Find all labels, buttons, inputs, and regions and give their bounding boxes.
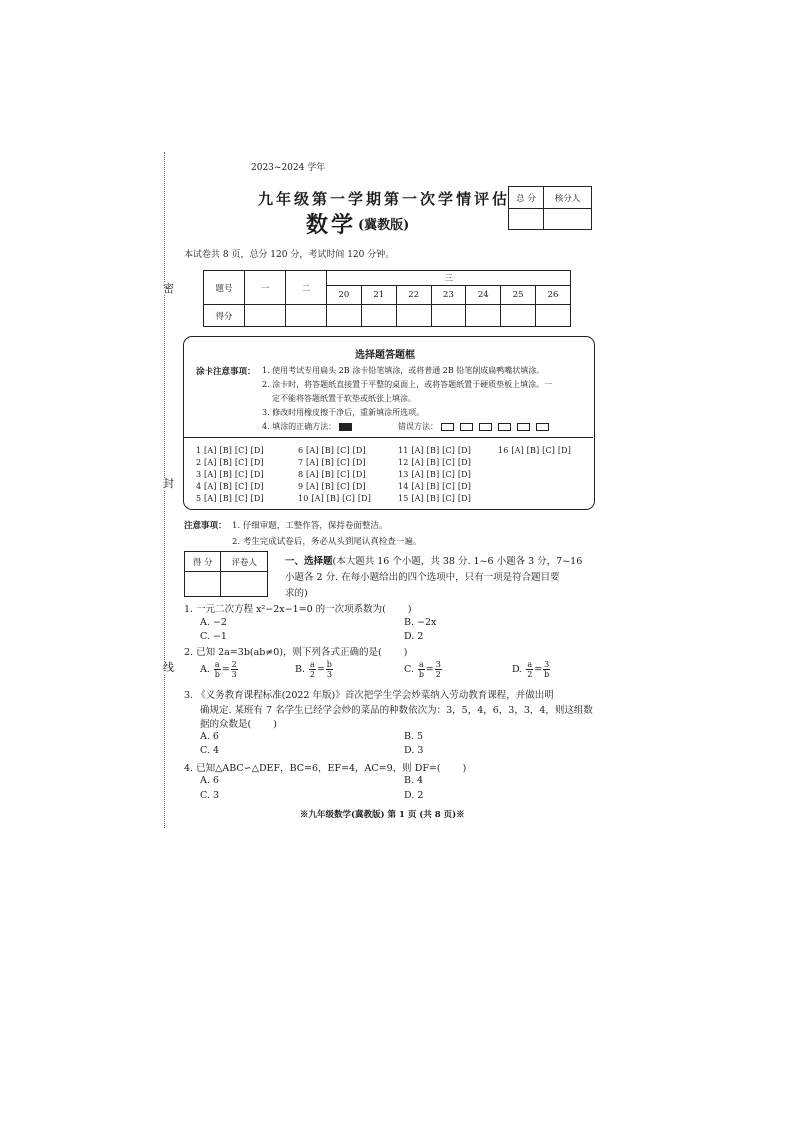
col-header: 23 xyxy=(431,286,466,305)
seal-mark-feng: 封 xyxy=(163,477,174,490)
section1-desc-1: (本大题共 16 个小题，共 38 分. 1~6 小题各 3 分，7~16 xyxy=(332,556,583,567)
answer-note-1: 1. 使用考试专用扁头 2B 涂卡铅笔填涂，或将普通 2B 铅笔削成扁鸭嘴状填涂。 xyxy=(262,366,545,375)
question-3-option-c[interactable]: C. 4 xyxy=(200,745,220,756)
checker-label: 核分人 xyxy=(544,187,592,209)
answer-row[interactable]: 14 [A] [B] [C] [D] xyxy=(398,482,472,491)
question-2-option-b[interactable]: B. $\frac{a}{2}$ = $\frac{b}{3}$ xyxy=(295,660,332,679)
question-4-option-a[interactable]: A. 6 xyxy=(200,775,219,786)
score-cell[interactable] xyxy=(466,305,501,327)
col-header: 20 xyxy=(327,286,362,305)
subject-title: 数学 xyxy=(306,212,357,238)
binding-line xyxy=(164,152,165,828)
col-header: 22 xyxy=(396,286,431,305)
question-1-option-a[interactable]: A. −2 xyxy=(200,617,227,628)
score-cell[interactable] xyxy=(536,305,571,327)
total-score-box xyxy=(508,186,592,230)
option-label: A. xyxy=(200,664,210,675)
answer-row[interactable]: 9 [A] [B] [C] [D] xyxy=(298,482,366,491)
option-label: B. xyxy=(295,664,306,675)
question-2-option-d[interactable]: D. $\frac{a}{2}$ = $\frac{3}{b}$ xyxy=(512,660,550,679)
question-3-text: 据的众数是( xyxy=(200,719,252,730)
question-2-stem xyxy=(184,644,407,658)
score-cell[interactable] xyxy=(327,305,362,327)
question-3-line-2: 确规定. 某班有 7 名学生已经学会炒的菜品的种数依次为：3，5，4，6，3，3，4，则这组数 xyxy=(200,705,593,716)
section-3-header: 三 xyxy=(327,271,571,286)
section1-heading-line xyxy=(285,553,582,567)
numerator: 2 xyxy=(231,660,237,669)
correct-method-label xyxy=(262,421,355,432)
wrong-dot-icon xyxy=(460,423,473,431)
score-cell[interactable] xyxy=(245,305,286,327)
denominator: b xyxy=(418,670,424,679)
score-cell[interactable] xyxy=(286,305,327,327)
denominator: 3 xyxy=(231,670,237,679)
fraction xyxy=(231,660,238,679)
section-2-header: 二 xyxy=(286,271,327,305)
checker-cell[interactable] xyxy=(544,209,592,230)
score-cell[interactable] xyxy=(396,305,431,327)
answer-row[interactable]: 2 [A] [B] [C] [D] xyxy=(196,458,264,467)
page-footer: ※九年级数学(冀教版) 第 1 页 (共 8 页)※ xyxy=(300,810,465,820)
score-row-label: 得分 xyxy=(204,305,245,327)
fraction xyxy=(526,660,533,679)
question-2-option-c[interactable]: C. $\frac{a}{b}$ = $\frac{3}{2}$ xyxy=(404,660,441,679)
question-4-option-d[interactable]: D. 2 xyxy=(404,790,424,801)
question-3-line-3 xyxy=(200,716,277,730)
seal-mark-mi: 密 xyxy=(163,282,174,295)
question-1-stem xyxy=(184,601,412,615)
section1-desc-2: 小题各 2 分. 在每小题给出的四个选项中，只有一项是符合题目要 xyxy=(285,572,560,583)
option-label: D. xyxy=(512,664,523,675)
numerator: b xyxy=(326,660,332,669)
answer-row[interactable]: 5 [A] [B] [C] [D] xyxy=(196,494,264,503)
question-3-close: ) xyxy=(273,719,277,730)
denominator: b xyxy=(544,670,550,679)
score-cell[interactable] xyxy=(501,305,536,327)
answer-sheet-title: 选择题答题框 xyxy=(355,350,415,361)
fraction xyxy=(326,660,333,679)
answer-row[interactable]: 7 [A] [B] [C] [D] xyxy=(298,458,366,467)
attention-item-2: 2. 考生完成试卷后，务必从头到尾认真检查一遍。 xyxy=(232,537,422,547)
wrong-method-label xyxy=(398,421,552,432)
numerator: a xyxy=(527,660,533,669)
score-table xyxy=(203,270,571,327)
wrong-partial-icon xyxy=(517,423,530,431)
exam-info: 本试卷共 8 页，总分 120 分，考试时间 120 分钟。 xyxy=(184,250,395,260)
answer-notes-label: 涂卡注意事项： xyxy=(196,367,256,377)
fraction xyxy=(309,660,316,679)
section1-desc-3: 求的) xyxy=(285,588,308,599)
fraction xyxy=(214,660,221,679)
wrong-method-text: 错误方法： xyxy=(398,422,438,431)
score-cell[interactable] xyxy=(361,305,396,327)
question-3-option-b[interactable]: B. 5 xyxy=(404,731,424,742)
total-score-cell[interactable] xyxy=(509,209,544,230)
numerator: a xyxy=(310,660,315,669)
answer-row[interactable]: 4 [A] [B] [C] [D] xyxy=(196,482,264,491)
question-2-close: ) xyxy=(403,647,408,658)
answer-row[interactable]: 10 [A] [B] [C] [D] xyxy=(298,494,372,503)
answer-note-3: 3. 修改时用橡皮擦干净后，重新填涂所选项。 xyxy=(262,408,425,417)
option-label: C. xyxy=(404,664,414,675)
denominator: b xyxy=(214,670,220,679)
question-3-option-a[interactable]: A. 6 xyxy=(200,731,219,742)
question-2-option-a[interactable]: A. $\frac{a}{b}$ = $\frac{2}{3}$ xyxy=(200,660,237,679)
wrong-cross-icon xyxy=(479,423,492,431)
answer-row[interactable]: 16 [A] [B] [C] [D] xyxy=(498,446,572,455)
school-year: 2023~2024 学年 xyxy=(251,163,326,173)
numerator: a xyxy=(418,660,424,669)
section-grader-label: 评卷人 xyxy=(221,552,268,572)
question-1-option-b[interactable]: B. −2x xyxy=(404,617,437,628)
question-4-stem xyxy=(184,760,466,774)
section-score-cell[interactable] xyxy=(185,572,221,597)
answer-row[interactable]: 12 [A] [B] [C] [D] xyxy=(398,458,472,467)
question-1-text: 1. 一元二次方程 x²−2x−1=0 的一次项系数为( xyxy=(184,604,386,615)
edition-label: (冀教版) xyxy=(358,218,410,233)
col-header: 25 xyxy=(501,286,536,305)
question-4-option-b[interactable]: B. 4 xyxy=(404,775,424,786)
answer-row[interactable]: 1 [A] [B] [C] [D] xyxy=(196,446,264,455)
answer-note-2b: 定不能将答题纸置于软垫或纸张上填涂。 xyxy=(272,394,416,403)
answer-row[interactable]: 13 [A] [B] [C] [D] xyxy=(398,470,472,479)
answer-row[interactable]: 15 [A] [B] [C] [D] xyxy=(398,494,472,503)
question-3-option-d[interactable]: D. 3 xyxy=(404,745,424,756)
section-score-box xyxy=(184,551,268,597)
section1-heading: 一、选择题 xyxy=(285,556,333,567)
question-1-close: ) xyxy=(407,604,412,615)
correct-fill-icon xyxy=(339,423,352,431)
answer-row[interactable]: 8 [A] [B] [C] [D] xyxy=(298,470,366,479)
question-1-option-d[interactable]: D. 2 xyxy=(404,631,424,642)
wrong-check-icon xyxy=(441,423,454,431)
answer-row[interactable]: 11 [A] [B] [C] [D] xyxy=(398,446,472,455)
question-2-text: 2. 已知 2a=3b(ab≠0)，则下列各式正确的是( xyxy=(184,647,382,658)
answer-row[interactable]: 3 [A] [B] [C] [D] xyxy=(196,470,264,479)
denominator: 2 xyxy=(435,670,441,679)
wrong-arrow-icon xyxy=(498,423,511,431)
question-1-option-c[interactable]: C. −1 xyxy=(200,631,227,642)
question-3-line-1: 3. 《义务教育课程标准(2022 年版)》首次把学生学会炒菜纳入劳动教育课程，并做出明 xyxy=(184,690,554,701)
question-number-header: 题号 xyxy=(204,271,245,305)
section-grader-cell[interactable] xyxy=(221,572,268,597)
seal-mark-xian: 线 xyxy=(163,661,174,674)
question-4-close: ) xyxy=(462,763,467,774)
attention-label: 注意事项： xyxy=(184,521,227,531)
attention-item-1: 1. 仔细审题，工整作答，保持卷面整洁。 xyxy=(232,521,388,531)
denominator: 2 xyxy=(527,670,533,679)
fraction xyxy=(435,660,442,679)
numerator: 3 xyxy=(435,660,441,669)
answer-note-2: 2. 涂卡时，将答题纸直接置于平整的桌面上，或将答题纸置于硬质垫板上填涂。一 xyxy=(262,380,553,389)
denominator: 3 xyxy=(326,670,332,679)
question-4-option-c[interactable]: C. 3 xyxy=(200,790,220,801)
col-header: 26 xyxy=(536,286,571,305)
question-4-text: 4. 已知△ABC∽△DEF，BC=6，EF=4，AC=9，则 DF=( xyxy=(184,763,441,774)
fraction xyxy=(543,660,550,679)
total-score-label: 总 分 xyxy=(509,187,544,209)
numerator: 3 xyxy=(544,660,550,669)
section-1-header: 一 xyxy=(245,271,286,305)
correct-method-text: 4. 填涂的正确方法： xyxy=(262,422,337,431)
numerator: a xyxy=(214,660,220,669)
wrong-slash-icon xyxy=(536,423,549,431)
col-header: 21 xyxy=(361,286,396,305)
denominator: 2 xyxy=(309,670,315,679)
fraction xyxy=(418,660,425,679)
answer-sheet-divider xyxy=(183,437,593,438)
exam-title: 九年级第一学期第一次学情评估 xyxy=(258,190,511,208)
score-cell[interactable] xyxy=(431,305,466,327)
section-score-label: 得 分 xyxy=(185,552,221,572)
answer-row[interactable]: 6 [A] [B] [C] [D] xyxy=(298,446,366,455)
col-header: 24 xyxy=(466,286,501,305)
